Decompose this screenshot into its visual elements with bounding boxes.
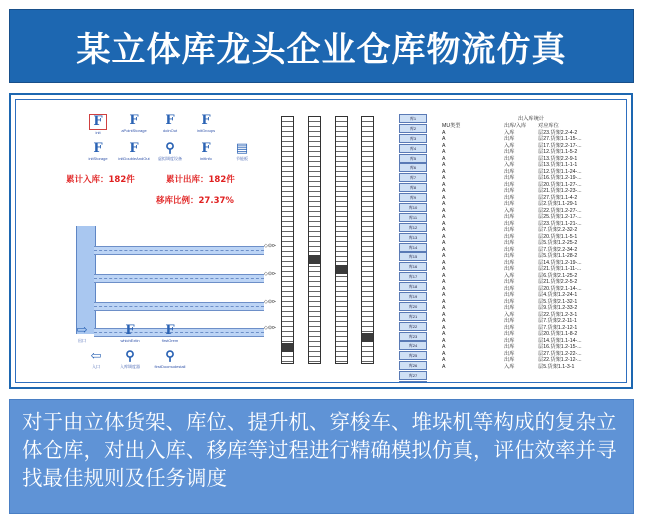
buffer-slot[interactable]: 库7: [399, 173, 427, 182]
table-cell: 出库: [504, 175, 515, 181]
description-text: 对于由立体货架、库位、提升机、穿梭车、堆垛机等构成的复杂立体仓库，对出入库、移库等过程进行精确模拟仿真，评估效率并寻找最佳规则及任务调度: [22, 410, 617, 490]
table-cell: A: [442, 129, 446, 136]
table-cell: 层2.货架1.1-29-1: [538, 201, 578, 207]
table-cell: 出库: [504, 298, 515, 305]
dispatcher-icon: ⚲: [125, 349, 135, 364]
table-cell: 层27.货架1.2-22-...: [538, 350, 582, 357]
buffer-slot[interactable]: 库3: [399, 134, 427, 143]
function-icon: F: [129, 141, 139, 156]
table-cell: 出库: [504, 285, 515, 292]
table-cell: 层20.货架1.1-5-1: [538, 233, 578, 240]
table-cell: 层12.货架1.1-24-...: [538, 168, 582, 175]
function-icon: F: [201, 113, 211, 128]
table-cell: 出库: [504, 168, 515, 175]
table-body: [442, 130, 620, 371]
table-cell: 入库: [504, 311, 515, 318]
table-cell: A: [442, 149, 446, 155]
lane-end-marker: ◇⊙⊳: [264, 271, 277, 277]
buffer-slot[interactable]: 库17: [399, 272, 427, 281]
lib-item-initinfo[interactable]: F initInfo: [186, 142, 226, 168]
table-icon: ▤: [235, 141, 249, 156]
lib-item-firstdoomudestall[interactable]: ⚲ firstDoomudestall: [154, 349, 186, 369]
stacker-crane: [362, 333, 373, 342]
storage-rack[interactable]: [281, 116, 294, 364]
dispatcher-icon: ⚲: [165, 141, 175, 156]
table-cell: A: [442, 298, 446, 305]
table-cell: A: [442, 168, 446, 175]
buffer-slot[interactable]: 库26: [399, 361, 427, 370]
buffer-slot[interactable]: 库1: [399, 114, 427, 123]
lane-end-marker: ◇⊙⊳: [264, 243, 277, 249]
buffer-slot[interactable]: 库12: [399, 223, 427, 232]
table-cell: 层7.货架2.2-32-2: [538, 227, 578, 233]
table-cell: 层7.货架2.2-34-2: [538, 246, 578, 253]
buffer-slot[interactable]: 库11: [399, 213, 427, 222]
table-cell: 层12.货架1.1-5-2: [538, 149, 578, 155]
stacker-crane: [309, 255, 320, 264]
lib-item-initgroups[interactable]: F initGroups: [196, 113, 216, 133]
lane-end-marker: ◇⊙⊳: [264, 325, 277, 331]
table-cell: 出库: [504, 350, 515, 357]
table-cell: 层16.货架1.2-15-...: [538, 344, 582, 350]
table-cell: A: [442, 227, 446, 233]
title-banner: [9, 9, 634, 83]
lib-item-doinout[interactable]: F doInOut: [162, 113, 178, 133]
table-cell: 层14.货架1.2-19-...: [538, 259, 582, 266]
buffer-slot[interactable]: 库13: [399, 233, 427, 242]
table-cell: A: [442, 155, 446, 162]
buffer-slot[interactable]: 库8: [399, 183, 427, 192]
table-cell: A: [442, 363, 446, 370]
lib-item-apointstorage[interactable]: F aPointStorage: [121, 113, 147, 133]
table-cell: 层5.货架2.1-32-1: [538, 298, 578, 305]
buffer-slot[interactable]: 库27: [399, 371, 427, 380]
buffer-slot[interactable]: 库21: [399, 312, 427, 321]
dispatcher-icon: ⚲: [165, 349, 175, 364]
table-cell: 层21.货架2.2-5-2: [538, 279, 578, 285]
buffer-slot[interactable]: 库22: [399, 322, 427, 331]
table-cell: 出库: [504, 318, 515, 324]
simulation-frame: [9, 93, 633, 389]
inbound-dispatcher[interactable]: ⚲ 入库调度器: [120, 349, 140, 369]
table-cell: A: [442, 344, 446, 350]
table-cell: A: [442, 162, 446, 168]
table-cell: A: [442, 246, 446, 253]
inout-stats-table[interactable]: [442, 116, 620, 370]
table-cell: 层13.货架2.2-9-1: [538, 155, 578, 162]
table-cell: 层5.货架1.2-25-2: [538, 240, 578, 246]
buffer-slot[interactable]: 库10: [399, 203, 427, 212]
table-cell: A: [442, 259, 446, 266]
storage-rack[interactable]: [361, 116, 374, 364]
buffer-slot[interactable]: 库24: [399, 341, 427, 350]
buffer-slot[interactable]: 库5: [399, 154, 427, 163]
table-cell: 层7.货架2.2-11-1: [538, 318, 577, 324]
table-cell: 层14.货架1.1-14-...: [538, 337, 582, 344]
table-cell: 出库: [504, 136, 515, 142]
table-cell: 入库: [504, 207, 515, 214]
buffer-slot[interactable]: 库18: [399, 282, 427, 291]
table-cell: 出库: [504, 259, 515, 266]
exit-icon: ⇨: [76, 323, 88, 338]
table-cell: 层23.货架1.1-21-...: [538, 220, 582, 227]
table-cell: A: [442, 272, 446, 279]
entry-icon: ⇦: [90, 349, 102, 364]
table-cell: A: [442, 194, 446, 201]
table-cell: 入库: [504, 272, 515, 279]
table-cell: 入库: [504, 129, 515, 136]
table-cell: 层27.货架1.1-15-...: [538, 136, 582, 142]
table-cell: 层4.货架1.2-24-1: [538, 292, 578, 298]
lib-item-dispatcher[interactable]: ⚲ 虚拟调度设备: [158, 141, 182, 161]
buffer-slot[interactable]: [399, 381, 427, 383]
table-cell: 层22.货架1.2-12-...: [538, 357, 582, 363]
table-cell: 出库: [504, 155, 515, 162]
table-cell: 出库: [504, 220, 515, 227]
table-row: [442, 364, 620, 371]
table-cell: 层13.货架1.1-1-1: [538, 162, 578, 168]
simulation-canvas[interactable]: [15, 99, 627, 383]
stacker-crane: [336, 265, 347, 274]
table-cell: 层6.货架2.1-25-2: [538, 272, 578, 279]
table-cell: 出库: [504, 324, 515, 331]
stat-move-ratio: 移库比例：27.37%: [156, 196, 234, 206]
table-cell: 出库: [504, 149, 515, 155]
table-cell: 入库: [504, 363, 515, 370]
buffer-slot[interactable]: 库15: [399, 252, 427, 261]
table-cell: 出库: [504, 253, 515, 259]
table-cell: 层17.货架2.2-17-...: [538, 142, 582, 149]
table-cell: 层22.货架1.2-27-...: [538, 207, 582, 214]
table-cell: 出库: [504, 201, 515, 207]
lane-end-marker: ◇⊙⊳: [264, 299, 277, 305]
table-cell: 出库: [504, 181, 515, 188]
table-cell: 出库: [504, 305, 515, 311]
function-icon: F: [93, 141, 103, 156]
table-cell: 出库: [504, 344, 515, 350]
table-cell: A: [442, 175, 446, 181]
table-cell: A: [442, 292, 446, 298]
table-title: 出入库统计: [518, 116, 544, 122]
entry-object[interactable]: ⇦ 入口: [76, 350, 116, 376]
buffer-slot[interactable]: 库16: [399, 262, 427, 271]
table-cell: 出库: [504, 233, 515, 240]
buffer-slot[interactable]: 库6: [399, 163, 427, 172]
conveyor-lane-1: [94, 246, 264, 255]
table-cell: A: [442, 188, 446, 194]
description-box: [9, 399, 634, 514]
table-cell: 出库: [504, 292, 515, 298]
table-cell: 层21.货架1.2-23-...: [538, 188, 582, 194]
table-cell: 层9.货架1.2-33-2: [538, 305, 578, 311]
table-cell: 出库: [504, 331, 515, 337]
conveyor-main-vertical: [76, 226, 96, 334]
table-cell: A: [442, 142, 446, 149]
stat-total-in: 累计入库：182件: [66, 175, 135, 185]
table-cell: 层16.货架1.2-19-...: [538, 175, 582, 181]
table-cell: A: [442, 337, 446, 344]
lib-item-firstorem[interactable]: F firstOrem: [161, 323, 179, 343]
buffer-slot[interactable]: 库9: [399, 193, 427, 202]
table-cell: 出库: [504, 194, 515, 201]
table-cell: 层5.货架1.1-28-2: [538, 253, 578, 259]
table-cell: A: [442, 350, 446, 357]
buffer-slot[interactable]: 库23: [399, 332, 427, 341]
table-cell: A: [442, 357, 446, 363]
table-cell: A: [442, 279, 446, 285]
function-icon: F: [129, 113, 139, 128]
table-cell: A: [442, 324, 446, 331]
stat-total-out: 累计出库：182件: [166, 175, 235, 185]
conveyor-lane-2: [94, 274, 264, 283]
table-cell: 层21.货架1.1-11-...: [538, 266, 582, 272]
table-cell: 层25.货架1.2-17-...: [538, 214, 582, 220]
table-cell: 出库: [504, 357, 515, 363]
table-cell: 出库: [504, 246, 515, 253]
storage-rack[interactable]: [335, 116, 348, 364]
table-cell: 层20.货架1.1-27-...: [538, 181, 582, 188]
function-icon: F: [201, 141, 211, 156]
table-cell: 出库: [504, 214, 515, 220]
table-cell: 出库: [504, 279, 515, 285]
table-cell: 出库: [504, 188, 515, 194]
table-cell: 层22.货架1.2-3-1: [538, 311, 578, 318]
table-cell: A: [442, 266, 446, 272]
conveyor-lane-3: [94, 302, 264, 311]
table-cell: A: [442, 240, 446, 246]
buffer-slot-column: [399, 114, 427, 383]
table-cell: A: [442, 305, 446, 311]
function-icon: F: [89, 114, 107, 130]
buffer-slot[interactable]: 库14: [399, 243, 427, 252]
lib-item-init[interactable]: F init: [78, 114, 118, 140]
table-cell: 出库: [504, 337, 515, 344]
exit-object[interactable]: ⇨ 出口: [62, 324, 102, 350]
table-cell: 出库: [504, 227, 515, 233]
table-cell: A: [442, 136, 446, 142]
lib-item-initstorage[interactable]: F initStorage: [88, 141, 108, 161]
table-cell: A: [442, 318, 446, 324]
table-cell: A: [442, 207, 446, 214]
table-cell: A: [442, 253, 446, 259]
table-cell: A: [442, 331, 446, 337]
table-cell: 层5.货架1.1-3-1: [538, 363, 575, 370]
table-cell: 层27.货架1.1-4-2: [538, 194, 578, 201]
table-cell: A: [442, 220, 446, 227]
table-cell: A: [442, 214, 446, 220]
table-cell: A: [442, 285, 446, 292]
table-header: MU类型 出库/入库 对应库位: [442, 123, 559, 129]
table-cell: 入库: [504, 142, 515, 149]
lib-item-initdoubleandout[interactable]: F initDoubleAndOut: [118, 141, 150, 161]
table-cell: 入库: [504, 162, 515, 168]
function-icon: F: [165, 323, 175, 338]
table-cell: A: [442, 201, 446, 207]
function-icon: F: [165, 113, 175, 128]
table-cell: 出库: [504, 266, 515, 272]
table-cell: A: [442, 233, 446, 240]
buffer-slot[interactable]: 库25: [399, 351, 427, 360]
buffer-slot[interactable]: 库20: [399, 302, 427, 311]
lib-item-board[interactable]: ▤ 节能板: [235, 141, 249, 161]
table-cell: 出库: [504, 240, 515, 246]
table-cell: 层7.货架1.2-12-1: [538, 324, 578, 331]
table-cell: A: [442, 181, 446, 188]
buffer-slot[interactable]: 库4: [399, 144, 427, 153]
function-icon: F: [125, 323, 135, 338]
storage-rack[interactable]: [308, 116, 321, 364]
stacker-crane: [282, 343, 293, 352]
table-cell: 层23.货架2.2-4-2: [538, 129, 578, 136]
buffer-slot[interactable]: 库19: [399, 292, 427, 301]
table-cell: 层20.货架1.1-8-2: [538, 331, 578, 337]
table-cell: 层20.货架2.1-14-...: [538, 285, 582, 292]
buffer-slot[interactable]: 库2: [399, 124, 427, 133]
table-cell: A: [442, 311, 446, 318]
page-title: 某立体库龙头企业仓库物流仿真: [76, 29, 567, 70]
lib-item-whichextin[interactable]: F whichExtin: [120, 323, 140, 343]
